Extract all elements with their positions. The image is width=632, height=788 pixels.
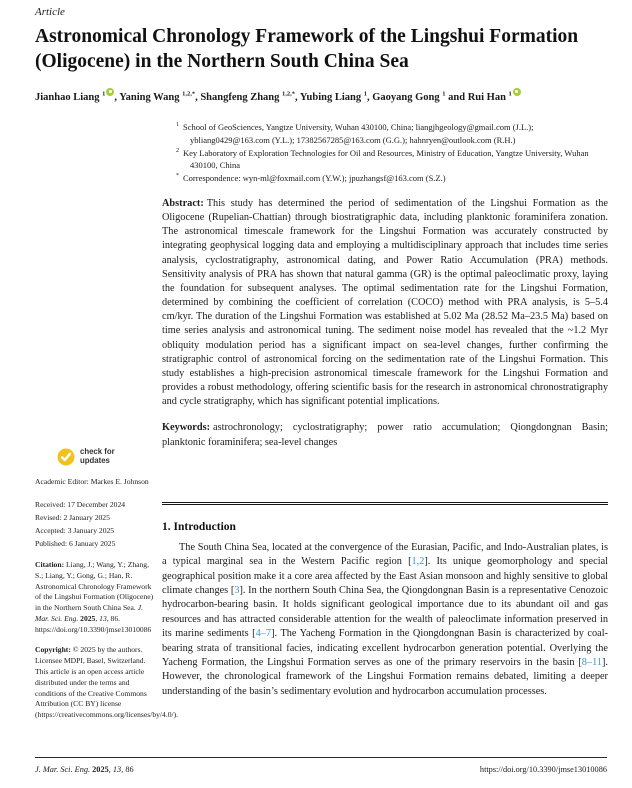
affiliation-text: School of GeoSciences, Yangtze University, Wuhan 430100, China; liangjhgeology@gmail.com (J.L.); ybliang0429@163.com (Y.L.); 17382567285@163.com (G.G.); hahnryen@outlook.com (R.H.): [183, 122, 534, 145]
citation-ref[interactable]: 3: [234, 585, 240, 597]
text-segment: The South China Sea, located at the convergence of the Eurasian, Pacific, and Indo-Australian plates, is a typical marginal sea in the Western Pacific region [: [162, 542, 608, 568]
affiliation-marker: 2: [176, 147, 179, 154]
intro-paragraph: [162, 541, 608, 699]
affiliation-marker: 1: [176, 122, 179, 129]
article-dates: [35, 498, 154, 550]
keywords-label: Keywords:: [162, 422, 211, 434]
abstract-label: Abstract:: [162, 198, 204, 209]
citation-label: Citation:: [35, 559, 65, 569]
affiliation-item: [176, 121, 608, 147]
page-footer: [35, 757, 607, 774]
correspondence-item: [176, 172, 608, 185]
author: Gaoyang Gong $^1$ and: [372, 90, 468, 103]
footer-rule: [35, 757, 607, 758]
check-for-updates-badge[interactable]: [57, 448, 154, 466]
abstract-block: [162, 197, 608, 450]
text-segment: ]. The Yacheng Formation in the Qiongdongnan Basin is characterized by coal-bearing strata of transitional facies, indicating excellent hydrocarbon generation potential. Overlying the Yacheng Formation, the Lingshui Formation serves as one of the primary reservoirs in the basin [: [162, 628, 608, 668]
article-type-label: Article: [35, 6, 65, 18]
abstract-paragraph: [162, 197, 608, 409]
article-meta-sidebar: [35, 447, 179, 721]
citation-ref[interactable]: 1,2: [411, 556, 425, 568]
abstract-text: This study has determined the period of sedimentation of the Lingshui Formation as the Oligocene (Rupelian-Chattian) through biostratigraphic data, including planktonic foraminifera zonation. The astronomical timescale framework for the Lingshui Formation was accurately constructed by integrating geophysical logging data and employing a multidisciplinary approach that includes time series analysis, cyclostratigraphy, astronomical dating, and Power Ratio Accumulation (PRA) methods. Sensitivity analysis of PRA has shown that natural gamma (GR) is the optimal paleoclimatic proxy, laying the foundation for subsequent analyses. The optimal sedimentation rate for the Lingshui Formation, determined by combining the coefficient of correlation (COCO) method with PRA analysis, is 5–5.4 cm/kyr. The duration of the Lingshui Formation was established at 5.02 Ma (28.52 Ma–23.5 Ma) based on time series analysis and astronomical tuning. The sediment noise model has revealed that the ~1.2 Myr obliquity modulation period has a significant impact on sea-level changes, further confirming the stratigraphic control of astronomical forcing on the sedimentation rate of the Lingshui Formation. This study establishes a high-precision astronomical timescale framework for the Lingshui Formation and provides a robust methodology, offering scientific basis for the research in astronomical chronostratigraphy and cycle stratigraphy, which has significant potential implications.: [162, 198, 608, 408]
footer-doi-link[interactable]: https://doi.org/10.3390/jmse13010086: [479, 765, 607, 774]
author: Shangfeng Zhang $^{1,2,*}$,: [200, 90, 300, 103]
academic-editor-name: Markes E. Johnson: [90, 477, 149, 486]
revised-date: Revised: 2 January 2025: [35, 512, 110, 522]
introduction-section: [162, 521, 608, 699]
check-circle-icon: [57, 448, 75, 466]
footer-journal-ref: J. Mar. Sci. Eng. 2025, 13, 86: [35, 765, 134, 774]
author: Jianhao Liang $^1$ ,: [35, 92, 119, 103]
section-heading: 1. Introduction: [162, 521, 236, 533]
author: Yubing Liang $^1$,: [299, 90, 373, 103]
academic-editor-line: [35, 477, 154, 488]
citation-block: Citation: Liang, J.; Wang, Y.; Zhang, S.; Liang, Y.; Gong, G.; Han, R. Astronomical Chronology Framework of the Lingshui Formation (Oligocene) in the Northern South China Sea. J. Mar. Sci. Eng. 2025, 13, 86. https://doi.org/10.3390/jmse13010086: [35, 559, 154, 634]
orcid-icon[interactable]: [106, 88, 114, 96]
keywords-text: astrochronology; cyclostratigraphy; power ratio accumulation; Qiongdongnan Basin; planktonic foraminifera; sea-level changes: [162, 422, 608, 448]
correspondence-text: Correspondence: wyn-ml@foxmail.com (Y.W.); jpuzhangsf@163.com (S.Z.): [183, 173, 446, 183]
received-date: Received: 17 December 2024: [35, 499, 126, 509]
author: Rui Han $^1$: [468, 92, 521, 103]
citation-ref[interactable]: 4–7: [255, 628, 272, 640]
accepted-date: Accepted: 3 January 2025: [35, 525, 115, 535]
keywords-paragraph: [162, 421, 608, 449]
article-header: [35, 6, 607, 103]
affiliation-marker: *: [176, 173, 179, 180]
academic-editor-label: Academic Editor:: [35, 477, 89, 486]
citation-doi-link[interactable]: https://doi.org/10.3390/jmse13010086: [35, 624, 152, 634]
copyright-label: Copyright:: [35, 645, 71, 655]
text-segment: ]. Its unique geomorphology and special geographical position make it a core area affected by the East Asian monsoon and highly sensitive to global climate changes [: [162, 556, 608, 597]
author: Yaning Wang $^{1,2,*}$,: [119, 90, 201, 103]
copyright-block: Copyright: © 2025 by the authors. Licensee MDPI, Basel, Switzerland. This article is an open access article distributed under the terms and conditions of the Creative Commons Attribution (CC BY) license (https://creativecommons.org/licenses/by/4.0/).: [35, 645, 179, 720]
section-divider: [162, 502, 608, 505]
check-for-updates-label: check for updates: [80, 447, 115, 465]
affiliations-block: [176, 121, 608, 185]
text-segment: ]. In the northern South China Sea, the Qiongdongnan Basin is a representative Cenozoic hydrocarbon-bearing basin. It holds significant geological importance due to its abundant oil and gas resources and has attracted considerable attention for the wealth of paleoclimate information preserved in its marine sediments [: [162, 585, 609, 640]
affiliation-text: Key Laboratory of Exploration Technologies for Oil and Resources, Ministry of Education, Yangtze University, Wuhan 430100, China: [183, 147, 589, 171]
published-date: Published: 6 January 2025: [35, 538, 116, 548]
text-segment: ]. However, the chronological framework of the Lingshui Formation remains debated, limiting a deeper understanding of the basin’s sedimentary evolution and hydrocarbon accumulation processes.: [162, 656, 608, 697]
affiliation-item: [176, 147, 608, 173]
orcid-icon[interactable]: [513, 88, 521, 96]
page-title: Astronomical Chronology Framework of the Lingshui Formation (Oligocene) in the Northern South China Sea: [35, 26, 579, 72]
citation-ref[interactable]: 8–11: [581, 656, 602, 668]
authors-line: [35, 88, 607, 104]
